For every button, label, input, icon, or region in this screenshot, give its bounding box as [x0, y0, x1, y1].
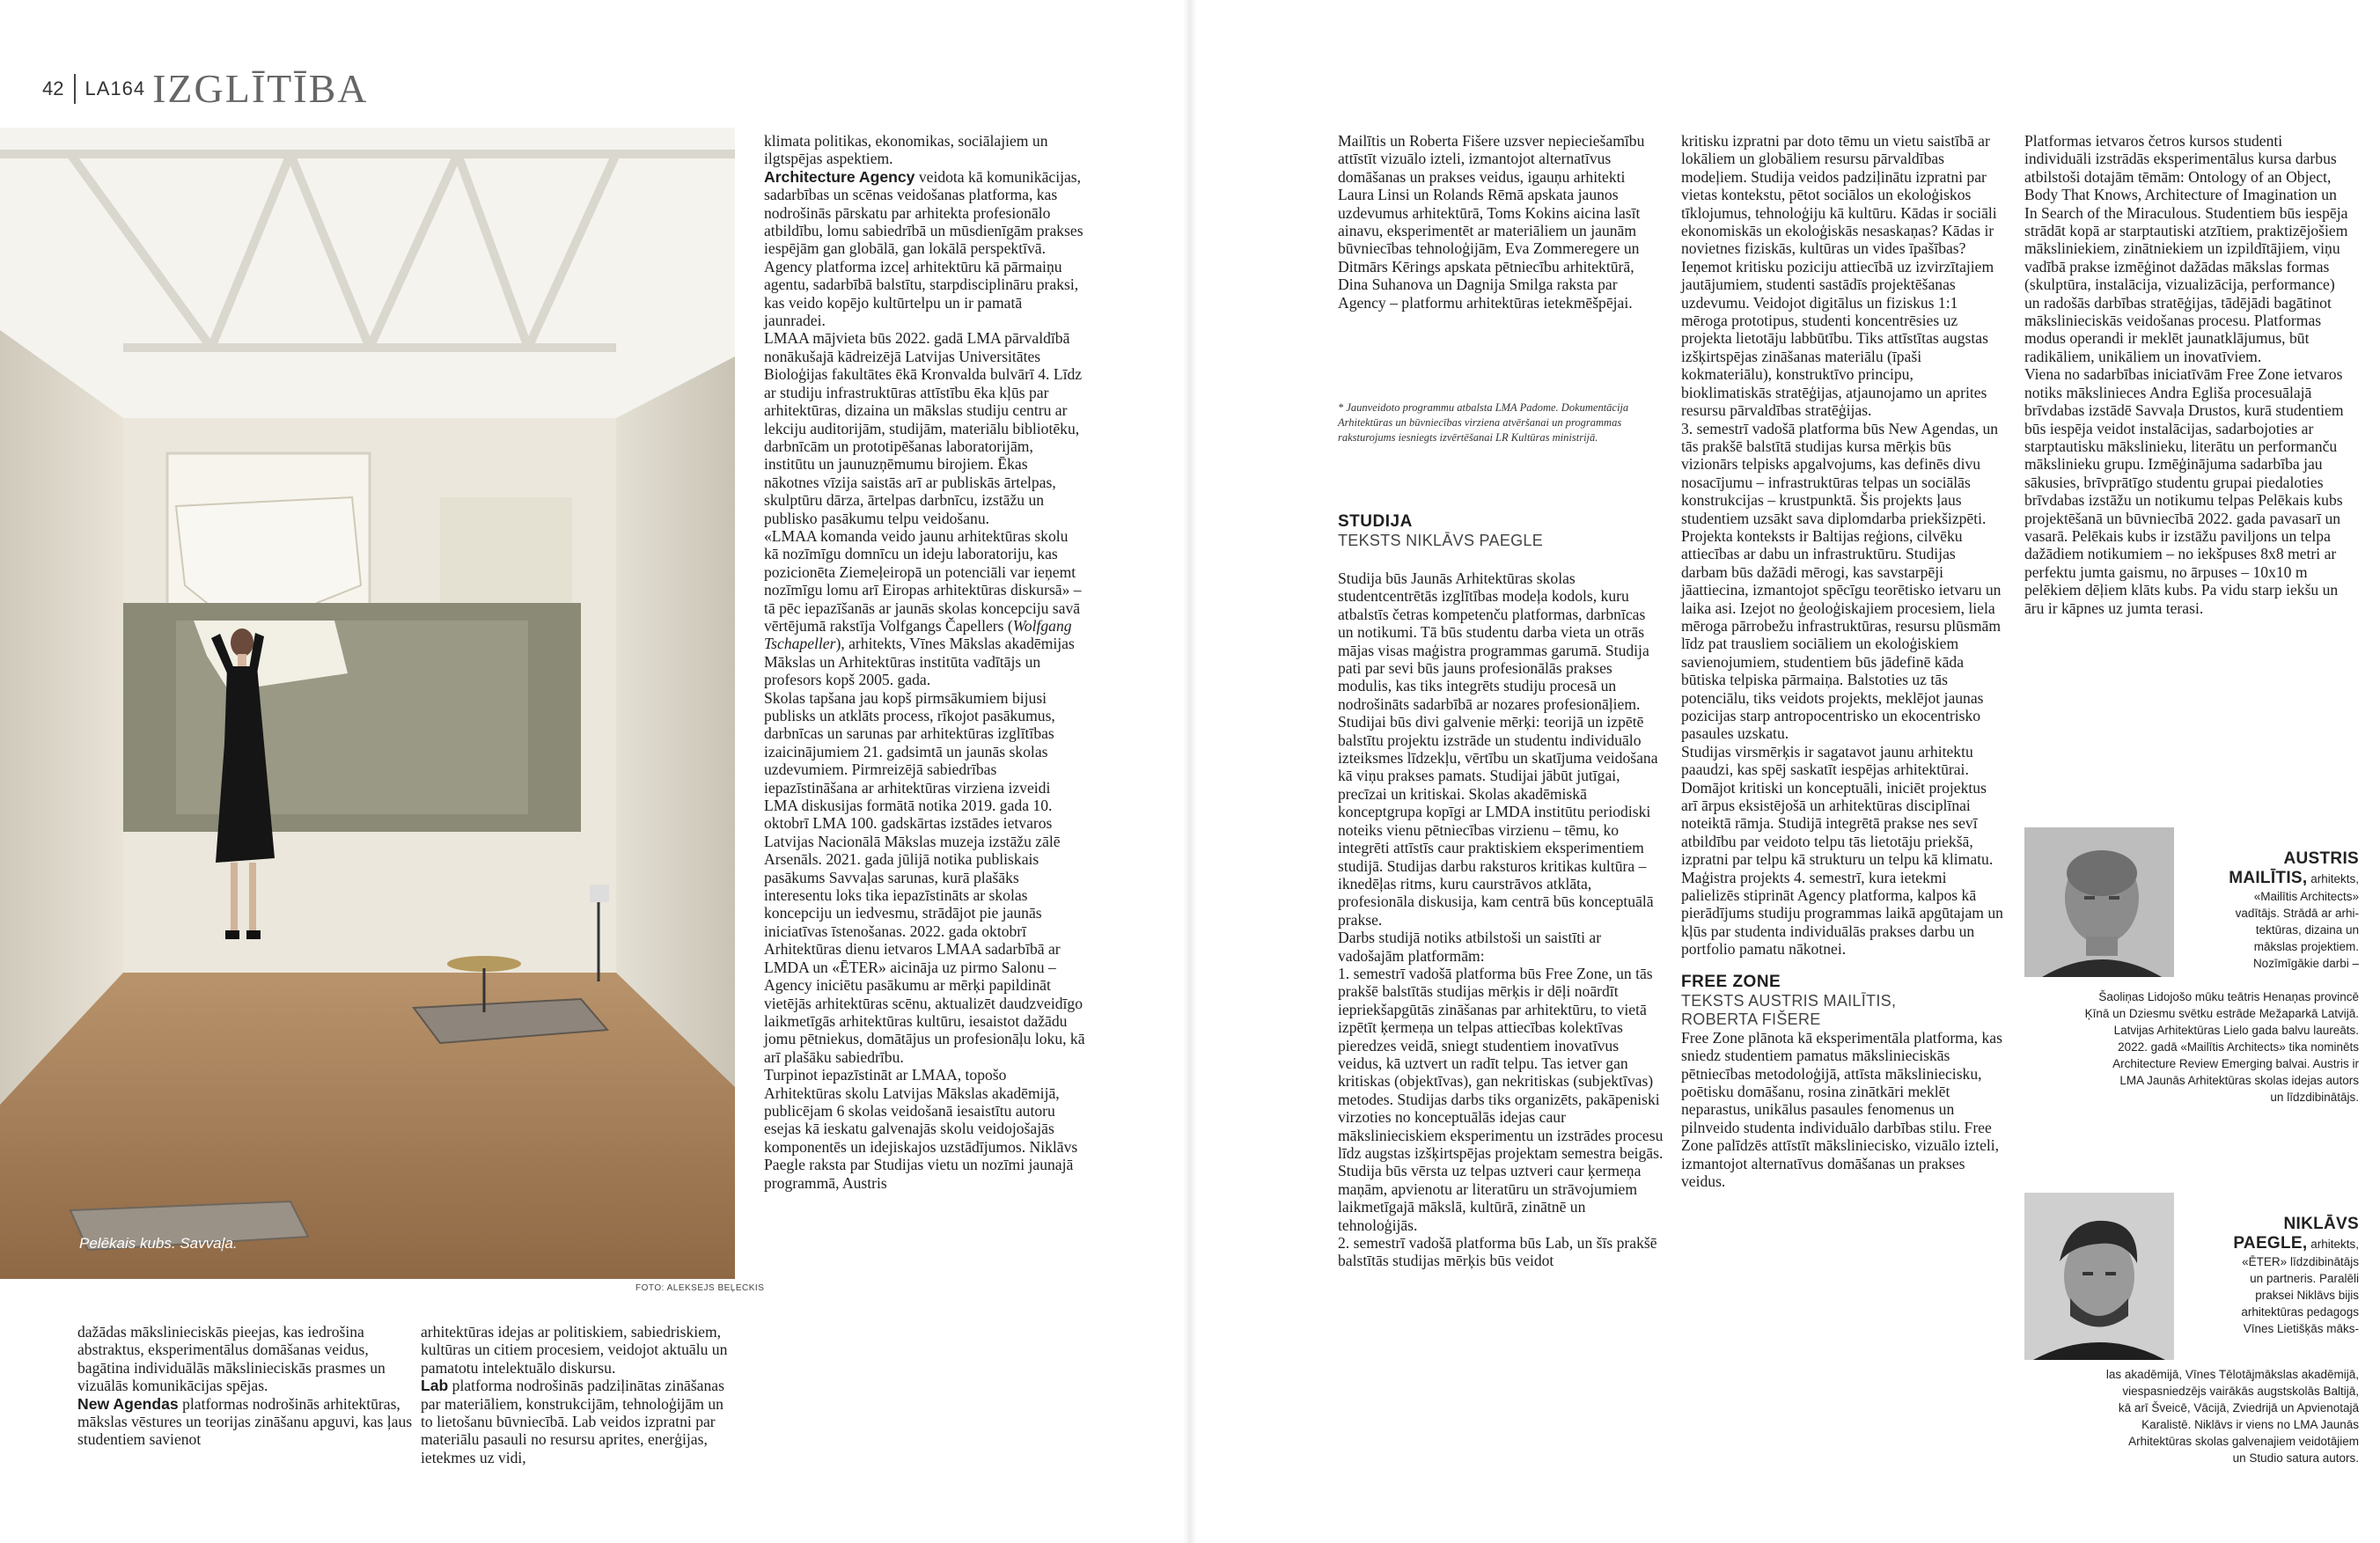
- paragraph: «LMAA komanda veido jaunu arhitektūras skolu kā nozīmīgu domnīcu un ideju laboratoriju, kas pozicionēta Ziemeļeiropā un potenciāli var ieņemt nozīmīgu lomu arī Eiropas arhitektūras diskursā» – tā pēc iepazīšanās ar jaunās skolas koncepciju savā vērtējumā rakstīja Volfgangs Čapellers (Wolfgang Tschapeller), arhitekts, Vīnes Mākslas akadēmijas Mākslas un Arhitektūras institūta vadītājs un profesors kopš 2005. gada.: [764, 526, 1082, 689]
- header-divider: [74, 74, 76, 104]
- paragraph: Turpinot iepazīstināt ar LMAA, topošo Arhitektūras skolu Latvijas Mākslas akadēmijā, publicējam 6 skolas veidošanā iesaistītu autoru esejas kā ieskatu galvenajās skolu veidojošajās komponentēs un idejiskajos uzstādījumos. Niklāvs Paegle raksta par Studijas vietu un nozīmi jaunajā programmā, Austris: [764, 1066, 1078, 1192]
- text-column-3: [764, 132, 1086, 1192]
- section-subhead: FREE ZONE: [1681, 972, 1781, 991]
- photo-credit: FOTO: ALEKSEJS BEĻECKIS: [635, 1283, 765, 1293]
- footnote: * Jaunveidoto programmu atbalsta LMA Padome. Dokumentācija Arhitektūras un būvniecības virziena atvēršanai un programmas raksturojums iesniegts izvērtēšanai LR Kultūras ministrijā.: [1338, 401, 1629, 444]
- paragraph: Mailītis un Roberta Fišere uzsver nepieciešamību attīstīt vizuālo izteli, izmantojot alternatīvus domāšanas un prakses veidus, igauņu arhitekti Laura Linsi un Rolands Rēmā apskata jaunos uzdevumus arhitektūrā, Toms Kokins aicina lasīt ainavu, eksperimentēt ar materiāliem un jaunām būvniecības tehnoloģijām, Eva Zommeregere un Ditmārs Kērings apskata pētniecību arhitektūrā, Dina Suhanova un Dagnija Smilga raksta par Agency – platformu arhitektūras ietekmēšpējai.: [1338, 132, 1645, 312]
- paragraph: 3. semestrī vadošā platforma būs New Agendas, un tās prakšē balstītā studijas kursa mērķis būs vizionārs telpisks apgalvojums, kas definēs divu nosacījumu – infrastruktūras telpas un sociālās konstrukcijas – krustpunktā. Šis projekts ļaus studentiem uzsākt sava diplomdarba priekšizpēti. Projekta konteksts ir Baltijas reģions, cilvēku attiecības ar dabu un infrastruktūru. Studijas darbam būs dažādi mērogi, kas savstarpēji jāattiecina, izmantojot spēcīgu teorētisko ietvaru un laika asi. Izejot no ģeoloģiskajiem procesiem, liela mēroga pārrobežu infrastruktūras, resursu plūsmām līdz pat trausliem sociāliem un ekoloģiskiem savienojumiem, studentiem būs jādefinē kāda būtiska telpiska pārmaiņa. Balstoties uz tās potenciālu, tiks veidots projekts, meklējot jaunas pozicijas starp antropocentrisko un ekocentrisko pasaules uzskatu.: [1681, 419, 2002, 743]
- bio-name: AUSTRIS: [2283, 849, 2359, 868]
- bio-name: NIKLĀVS: [2283, 1215, 2359, 1233]
- paragraph: kritisku izpratni par doto tēmu un vietu saistībā ar lokāliem un globāliem resursu pārvaldības modeļiem. Studija veidos padziļinātu izpratni par vietas kontekstu, pētot sociālos un ekoloģiskos tīklojumus, tehnoloģiju kā kultūru. Kādas ir sociāli ekonomiskās un ekoloģiskās nesaskaņas? Kādas ir novietnes fiziskās, kultūras un vides īpašības? Ieņemot kritisku poziciju attiecībā uz izvirzītajiem jautājumiem, studenti sastādīs projektēšanas uzdevumu. Veidojot digitālus un fiziskus 1:1 mēroga prototipus, studenti koncentrēsies uz projekta lietotāju labbūtību. Tiks attīstītas augstas izšķirtspējas zināšanas materiālu (īpaši kokmateriālu), konstruktīvo principu, bioklimatiskās stratēģijas, atjaunojamo un aprites resursu pārvaldības stratēģijas.: [1681, 132, 1997, 420]
- paragraph: dažādas mākslinieciskās pieejas, kas iedrošina abstraktus, eksperimentālus domāšanas veidus, bagātina individuālās mākslinieciskās prasmes un vizuālās komunikācijas spējas.: [77, 1323, 386, 1395]
- bio-niklavs-body: las akadēmijā, Vīnes Tēlotājmākslas akadēmijā, viespasniedzējs vairākās augstskolās Baltijā, kā arī Šveicē, Vācijā, Zviedrijā un Apvienotajā Karalistē. Niklāvs ir viens no LMA Jaunās Arhitektūras skolas galvenajiem veidotājiem un Studio satura autors.: [2105, 1368, 2359, 1465]
- portrait-austris: [2024, 827, 2174, 977]
- bio-name: PAEGLE,: [2233, 1234, 2308, 1253]
- bio-austris-body: Šaoliņas Lidojošo mūku teātris Henaņas provincē Ķīnā un Dziesmu svētku estrāde Mežaparkā Latvijā. Latvijas Arhitektūras Lielo gada balvu laureāts. 2022. gadā «Mailītis Architects» tika nominēts Architecture Review Emerging balvai. Austris ir LMA Jaunās Arhitektūras skolas idejas autors un līdzdibinātājs.: [2084, 990, 2359, 1104]
- magazine-issue: LA164: [84, 77, 146, 99]
- studija-section: [1338, 512, 1664, 1270]
- paragraph: 1. semestrī vadošā platforma būs Free Zone, un tās prakšē balstītās studijas mērķis ir dēļi noārdīt iepriekšapgūtās zināšanas par arhitektūru, to vietā izpētīt ķermeņa un telpas attiecības kolektīvas pieredzes veidā, sniegt studentiem inovatīvus veidus, kā uztvert un radīt telpu. Tas ietver gan kritiskas (objektīvas), gan nekritiskas (subjektīvas) metodes. Studijas darbs tiks organizēts, pakāpeniski virzoties no konceptuālās idejas caur mākslinieciskiem eksperimentu un izstrādes procesu līdz augstas izšķirtspējas projektam semestra beigās. Studija būs vērsta uz telpas uztveri caur ķermeņa maņām, apvienotu ar literatūru un strāvojumiem laikmetīgajā mākslā, kultūrā, zinātnē un tehnoloģijās.: [1338, 964, 1664, 1234]
- photo-illustration: [0, 128, 735, 1279]
- paragraph: Darbs studijā notiks atbilstoši un saistīti ar vadošajām platformām:: [1338, 929, 1602, 965]
- paragraph: Lab platforma nodrošinās padziļinātas zināšanas par materiāliem, konstrukcijām, tehnoloģijām un to lietošanu būvniecībā. Lab veidos izpratni par materiālu pasauli no resursu aprites, enerģijas, ietekmes uz vidi,: [421, 1377, 724, 1466]
- section-byline: TEKSTS AUSTRIS MAILĪTIS,: [1681, 991, 1897, 1010]
- section-byline: ROBERTA FIŠERE: [1681, 1010, 1821, 1028]
- paragraph: Skolas tapšana jau kopš pirmsākumiem bijusi publisks un atklāts process, rīkojot pasākumus, darbnīcas un sarunas par arhitektūras izglītības izaicinājumiem 21. gadsimtā un jaunās skolas uzdevumiem. Pirmreizējā sabiedrības iepazīstināšana ar arhitektūras virziena izveidi LMA diskusijas formātā notika 2019. gada 10. oktobrī LMA 100. gadskārtas izstādes ietvaros Latvijas Nacionālā Mākslas muzeja izstāžu zālē Arsenāls. 2021. gada jūlijā notika publiskais pasākums Savvaļas sarunas, kurā plašāks interesentu loks tika iepazīstināts ar skolas koncepciju un iedvesmu, strādājot pie jaunās iniciatīvas īstenošanas. 2022. gada oktobrī Arhitektūras dienu ietvaros LMAA sadarbībā ar LMDA un «ĒTER» aicināja uz pirmo Salonu – Agency iniciētu pasākumu ar mērķi papildināt vietējās arhitektūras scēnu, aktualizēt daudzveidīgo laikmetīgās arhitektūras kultūru, iesaistot dažādu jomu pētniekus, domātājus un profesionāļu loku, kā arī plašāku sabiedrību.: [764, 688, 1085, 1066]
- platform-name: New Agendas: [77, 1394, 179, 1413]
- feature-photo: [0, 128, 735, 1279]
- paragraph: Platformas ietvaros četros kursos studenti individuāli izstrādās eksperimentālus kursa darbus atbilstoši dotajām tēmām: Ontology of an Object, Body That Knows, Architecture of Imagination un In Search of the Miraculous. Studentiem būs iespēja strādāt kopā ar starptautiski atzītiem, praktizējošiem māksliniekiem, zinātniekiem un izpildītājiem, viņu vadībā prakse izmēģinot dažādas mākslas formas (skulptūra, instalācija, vizualizācija, performance) un radošās darbības stratēģijas, tādējādi bagātinot mākslinieciskās veidošanas procesu. Platformas modus operandi ir meklēt jaunatklājumus, būt radikāliem, unikāliem un inovatīviem.: [2024, 132, 2348, 365]
- text-column-6: [2024, 132, 2352, 617]
- paragraph: LMAA mājvieta būs 2022. gadā LMA pārvaldībā nonākušajā kādreizējā Latvijas Universitātes Bioloģijas fakultātes ēkā Kronvalda bulvārī 4. Līdz ar studiju infrastruktūras attīstību ēka kļūs par arhitektūras, dizaina un mākslas studiju centru ar lekciju auditorijām, studijām, materiālu bibliotēku, darbnīcām un prototipēšanas laboratorijām, institūtu un jaunuzņēmumu birojiem. Ēkas nākotnes vīzija saistās arī ar publiskās ārtelpas, skulptūru dārza, ārtelpas darbnīcu, izstāžu un publisko pasākumu telpu veidošanu.: [764, 329, 1083, 527]
- bio-niklavs-header: NIKLĀVS PAEGLE, arhitekts, «ĒTER» līdzdibinātājs un partneris. Paralēli praksei Niklāvs bijis arhitektūras pedagogs Vīnes Lietišķās māks-: [2187, 1215, 2359, 1337]
- text-column-2: [421, 1323, 738, 1466]
- paragraph: 2. semestrī vadošā platforma būs Lab, un šīs prakšē balstītās studijas mērķis būs veidot: [1338, 1234, 1657, 1270]
- section-subhead: STUDIJA: [1338, 512, 1413, 531]
- text-column-4: [1338, 132, 1664, 312]
- page-gutter: [1183, 0, 1197, 1543]
- portrait-niklavs: [2024, 1193, 2174, 1360]
- section-byline: TEKSTS NIKLĀVS PAEGLE: [1338, 532, 1544, 549]
- platform-name: Lab: [421, 1377, 449, 1395]
- page-header: [42, 66, 369, 111]
- paragraph: Architecture Agency veidota kā komunikācijas, sadarbības un scēnas veidošanas platforma, kas nodrošinās pārskatu par arhitekta profesionālo atbildību, lomu sabiedrībā un mūsdienīgām prakses iespējām gan globālā, gan lokālā perspektīvā. Agency platforma izceļ arhitektūru kā pārmaiņu agentu, sadarbībā balstītu, starpdisciplināru praksi, kas veido kopējo kultūrtelpu un ir pamatā jaunradei.: [764, 167, 1083, 330]
- platform-name: Architecture Agency: [764, 167, 915, 186]
- text-column-5: [1681, 132, 2005, 1190]
- paragraph: arhitektūras idejas ar politiskiem, sabiedriskiem, kultūras un citiem procesiem, veidojot aktuālu un pamatotu intelektuālo diskursu.: [421, 1323, 728, 1377]
- paragraph: Studijas virsmērķis ir sagatavot jaunu arhitektu paaudzi, kas spēj saskatīt iespējas arhitektūrai. Domājot kritiski un konceptuāli, iniciēt projektus arī ārpus eksistējošā un arhitektūras disciplīnai noteiktā rāmja. Studijā integrētā prakse nes sevī atbildību par veidoto telpu tās lietotāju priekšā, izpratni par telpu kā strukturu un telpu kā klimatu. Maģistra projekts 4. semestrī, kura ietekmi palielizēs stiprināt Agency platforma, kalpos kā pierādījums studiju programmas laikā apgūtajam un kļūs par studenta individuālās prakses darbu un portfolio pamatu nākotnei.: [1681, 742, 2003, 959]
- photo-caption: Pelēkais kubs. Savvaļa.: [79, 1235, 238, 1252]
- bio-austris-header: AUSTRIS MAILĪTIS, arhitekts, «Mailītis Architects» vadītājs. Strādā ar arhi- tektūras, dizaina un mākslas projektiem. Nozīmīgākie darbi –: [2187, 849, 2359, 972]
- paragraph: Viena no sadarbības iniciatīvām Free Zone ietvaros notiks mākslinieces Andra Egliša procesuālajā brīvdabas izstādē Savvaļa Drustos, kurā studentiem būs iespēja veidot instalācijas, sadarbojoties ar starptautisku mākslinieku, literātu un performanču mākslinieku grupu. Izmēģinājuma sadarbība jau sākusies, brīvprātīgo studentu grupai piedaloties brīvdabas izstāžu un notikumu telpas Pelēkais kubs projektēšanā un būvniecībā 2022. gada pavasarī un vasarā. Pelēkais kubs ir izstāžu paviljons un telpa dažādiem notikumiem – no iekšpuses 8x8 metri ar perfektu jumta gaismu, no ārpuses – 10x10 m pelēkiem dēļiem klāts kubs. Pa vidu starp iekšu un āru ir kāpnes uz jumta terasi.: [2024, 365, 2344, 617]
- paragraph: New Agendas platformas nodrošinās arhitektūras, mākslas vēstures un teorijas zināšanu apguvi, kas ļaus studentiem savienot: [77, 1394, 413, 1449]
- paragraph: Studija būs Jaunās Arhitektūras skolas studentcentrētās izglītības modeļa kodols, kuru atbalstīs četras kompetenču platformas, darbnīcas un notikumi. Tā būs studentu darba vieta un otrās mājas visas maģistra programmas garumā. Studija pati par sevi būs jauns profesionālās prakses modulis, kas tiks integrēts studiju procesā un nodrošināts sadarbībā ar nozares profesionāļiem. Studijai būs divi galvenie mērķi: teorijā un izpētē balstītu projektu izstrāde un studentu individuālo izteiksmes līdzekļu, vērtību un skatījuma veidošana kā viņu prakses pamats. Studijai jābūt jutīgai, precīzai un kritiskai. Skolas akadēmiskā konceptgrupa kopīgi ar LMDA institūtu periodiski noteiks vienu pētniecības virzienu – tēmu, ko integrēti attīstīs caur praktiskiem eksperimentiem studijā. Studijas darbu raksturos kritikas kultūra – iknedēļas ritms, kuru caurstrāvos atklāta, profesionāla diskusija, kam centrā būs konceptuālā prakse.: [1338, 569, 1658, 929]
- bio-name: MAILĪTIS,: [2229, 869, 2308, 887]
- page-number: 42: [42, 77, 64, 99]
- paragraph: klimata politikas, ekonomikas, sociālajiem un ilgtspējas aspektiem.: [764, 132, 1048, 168]
- text-column-1: [77, 1323, 416, 1449]
- paragraph: Free Zone plānota kā eksperimentāla platforma, kas sniedz studentiem pamatus mākslinieciskās pētniecības metodoloģijā, attīsta māksliniecisku, poētisku domāšanu, rosina zinātkāri meklēt neparastus, unikālus pasaules fenomenus un pilnveido studenta individuālo darbības stilu. Free Zone palīdzēs attīstīt māksliniecisko, vizuālo izteli, izmantojot alternatīvus domāšanas un prakses veidus.: [1681, 1028, 2002, 1190]
- section-title: IZGLĪTĪBA: [152, 66, 369, 111]
